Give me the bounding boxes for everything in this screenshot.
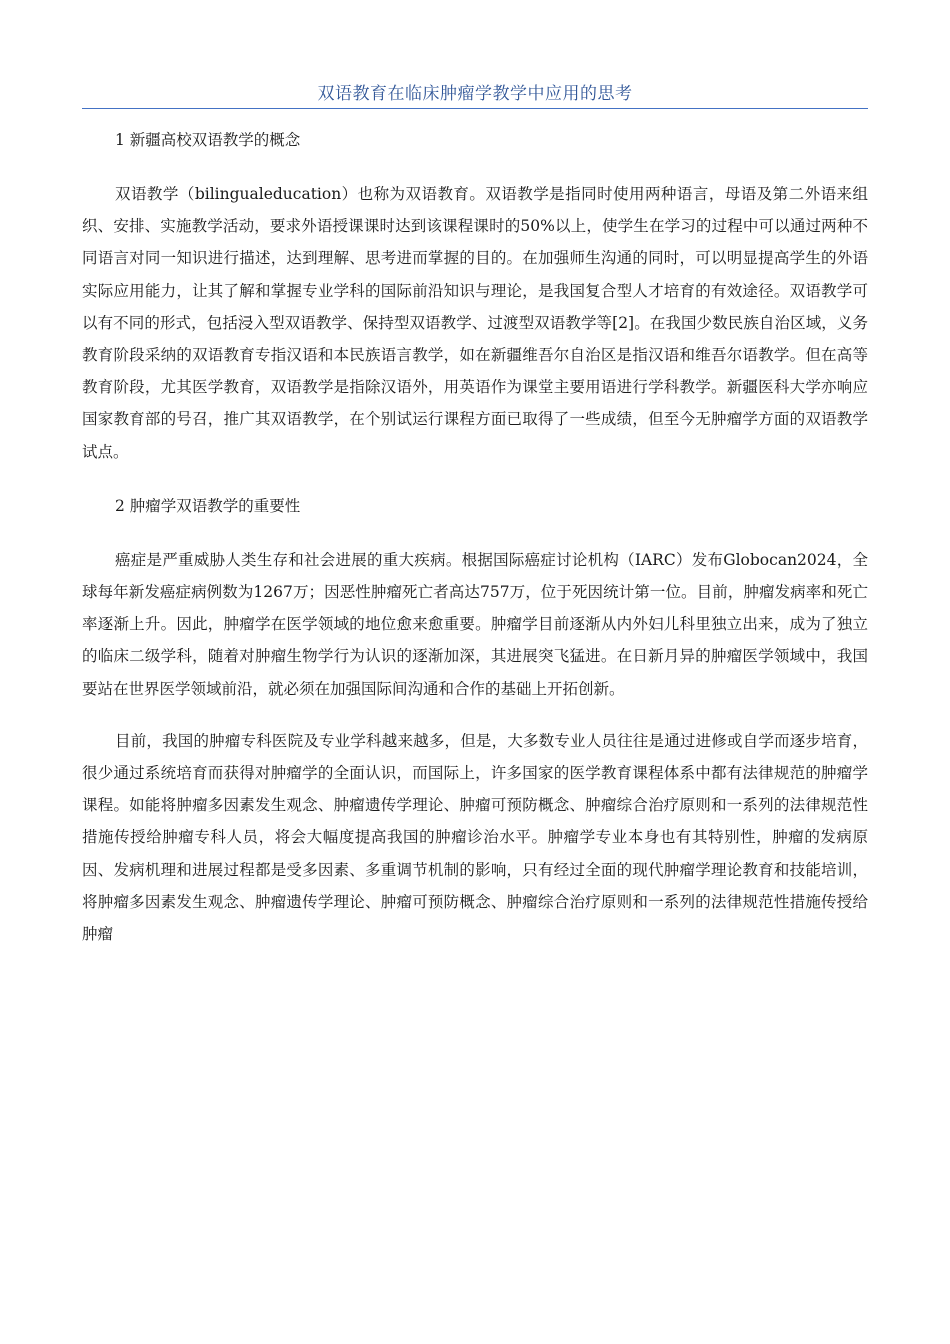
spacer	[82, 705, 868, 725]
paragraph-2-2: 目前，我国的肿瘤专科医院及专业学科越来越多，但是，大多数专业人员往往是通过进修或自学而逐步培育，很少通过系统培育而获得对肿瘤学的全面认识，而国际上，许多国家的医学教育课程体系中都有法律规范的肿瘤学课程。如能将肿瘤多因素发生观念、肿瘤遗传学理论、肿瘤可预防概念、肿瘤综合治疗原则和一系列的法律规范性措施传授给肿瘤专科人员，将会大幅度提高我国的肿瘤诊治水平。肿瘤学专业本身也有其特别性，肿瘤的发病原因、发病机理和进展过程都是受多因素、多重调节机制的影响，只有经过全面的现代肿瘤学理论教育和技能培训，将肿瘤多因素发生观念、肿瘤遗传学理论、肿瘤可预防概念、肿瘤综合治疗原则和一系列的法律规范性措施传授给肿瘤	[82, 731, 868, 944]
section-heading-1: 1 新疆高校双语教学的概念	[115, 131, 301, 149]
page-title: 双语教育在临床肿瘤学教学中应用的思考	[317, 84, 633, 104]
spacer	[82, 158, 868, 178]
paragraph-1-1: 双语教学（bilingualeducation）也称为双语教育。双语教学是指同时使用两种语言，母语及第二外语来组织、安排、实施教学活动，要求外语授课课时达到该课程课时的50%以上，使学生在学习的过程中可以通过两种不同语言对同一知识进行描述，达到理解、思考进而掌握的目的。在加强师生沟通的同时，可以明显提高学生的外语实际应用能力，让其了解和掌握专业学科的国际前沿知识与理论，是我国复合型人才培育的有效途径。双语教学可以有不同的形式，包括浸入型双语教学、保持型双语教学、过渡型双语教学等[2]。在我国少数民族自治区域，义务教育阶段采纳的双语教育专指汉语和本民族语言教学，如在新疆维吾尔自治区是指汉语和维吾尔语教学。但在高等教育阶段，尤其医学教育，双语教学是指除汉语外，用英语作为课堂主要用语进行学科教学。新疆医科大学亦响应国家教育部的号召，推广其双语教学，在个别试运行课程方面已取得了一些成绩，但至今无肿瘤学方面的双语教学试点。	[82, 185, 868, 461]
title-divider	[82, 108, 868, 109]
spacer	[82, 468, 868, 488]
spacer	[82, 524, 868, 544]
paragraph-2-1: 癌症是严重威胁人类生存和社会进展的重大疾病。根据国际癌症讨论机构（IARC）发布Globocan2024，全球每年新发癌症病例数为1267万；因恶性肿瘤死亡者高达757万，位于死因统计第一位。目前，肿瘤发病率和死亡率逐渐上升。因此，肿瘤学在医学领域的地位愈来愈重要。肿瘤学目前逐渐从内外妇儿科里独立出来，成为了独立的临床二级学科，随着对肿瘤生物学行为认识的逐渐加深，其进展突飞猛进。在日新月异的肿瘤医学领域中，我国要站在世界医学领域前沿，就必须在加强国际间沟通和合作的基础上开拓创新。	[82, 550, 868, 698]
document-body	[82, 122, 868, 950]
section-heading-2: 2 肿瘤学双语教学的重要性	[115, 496, 301, 515]
